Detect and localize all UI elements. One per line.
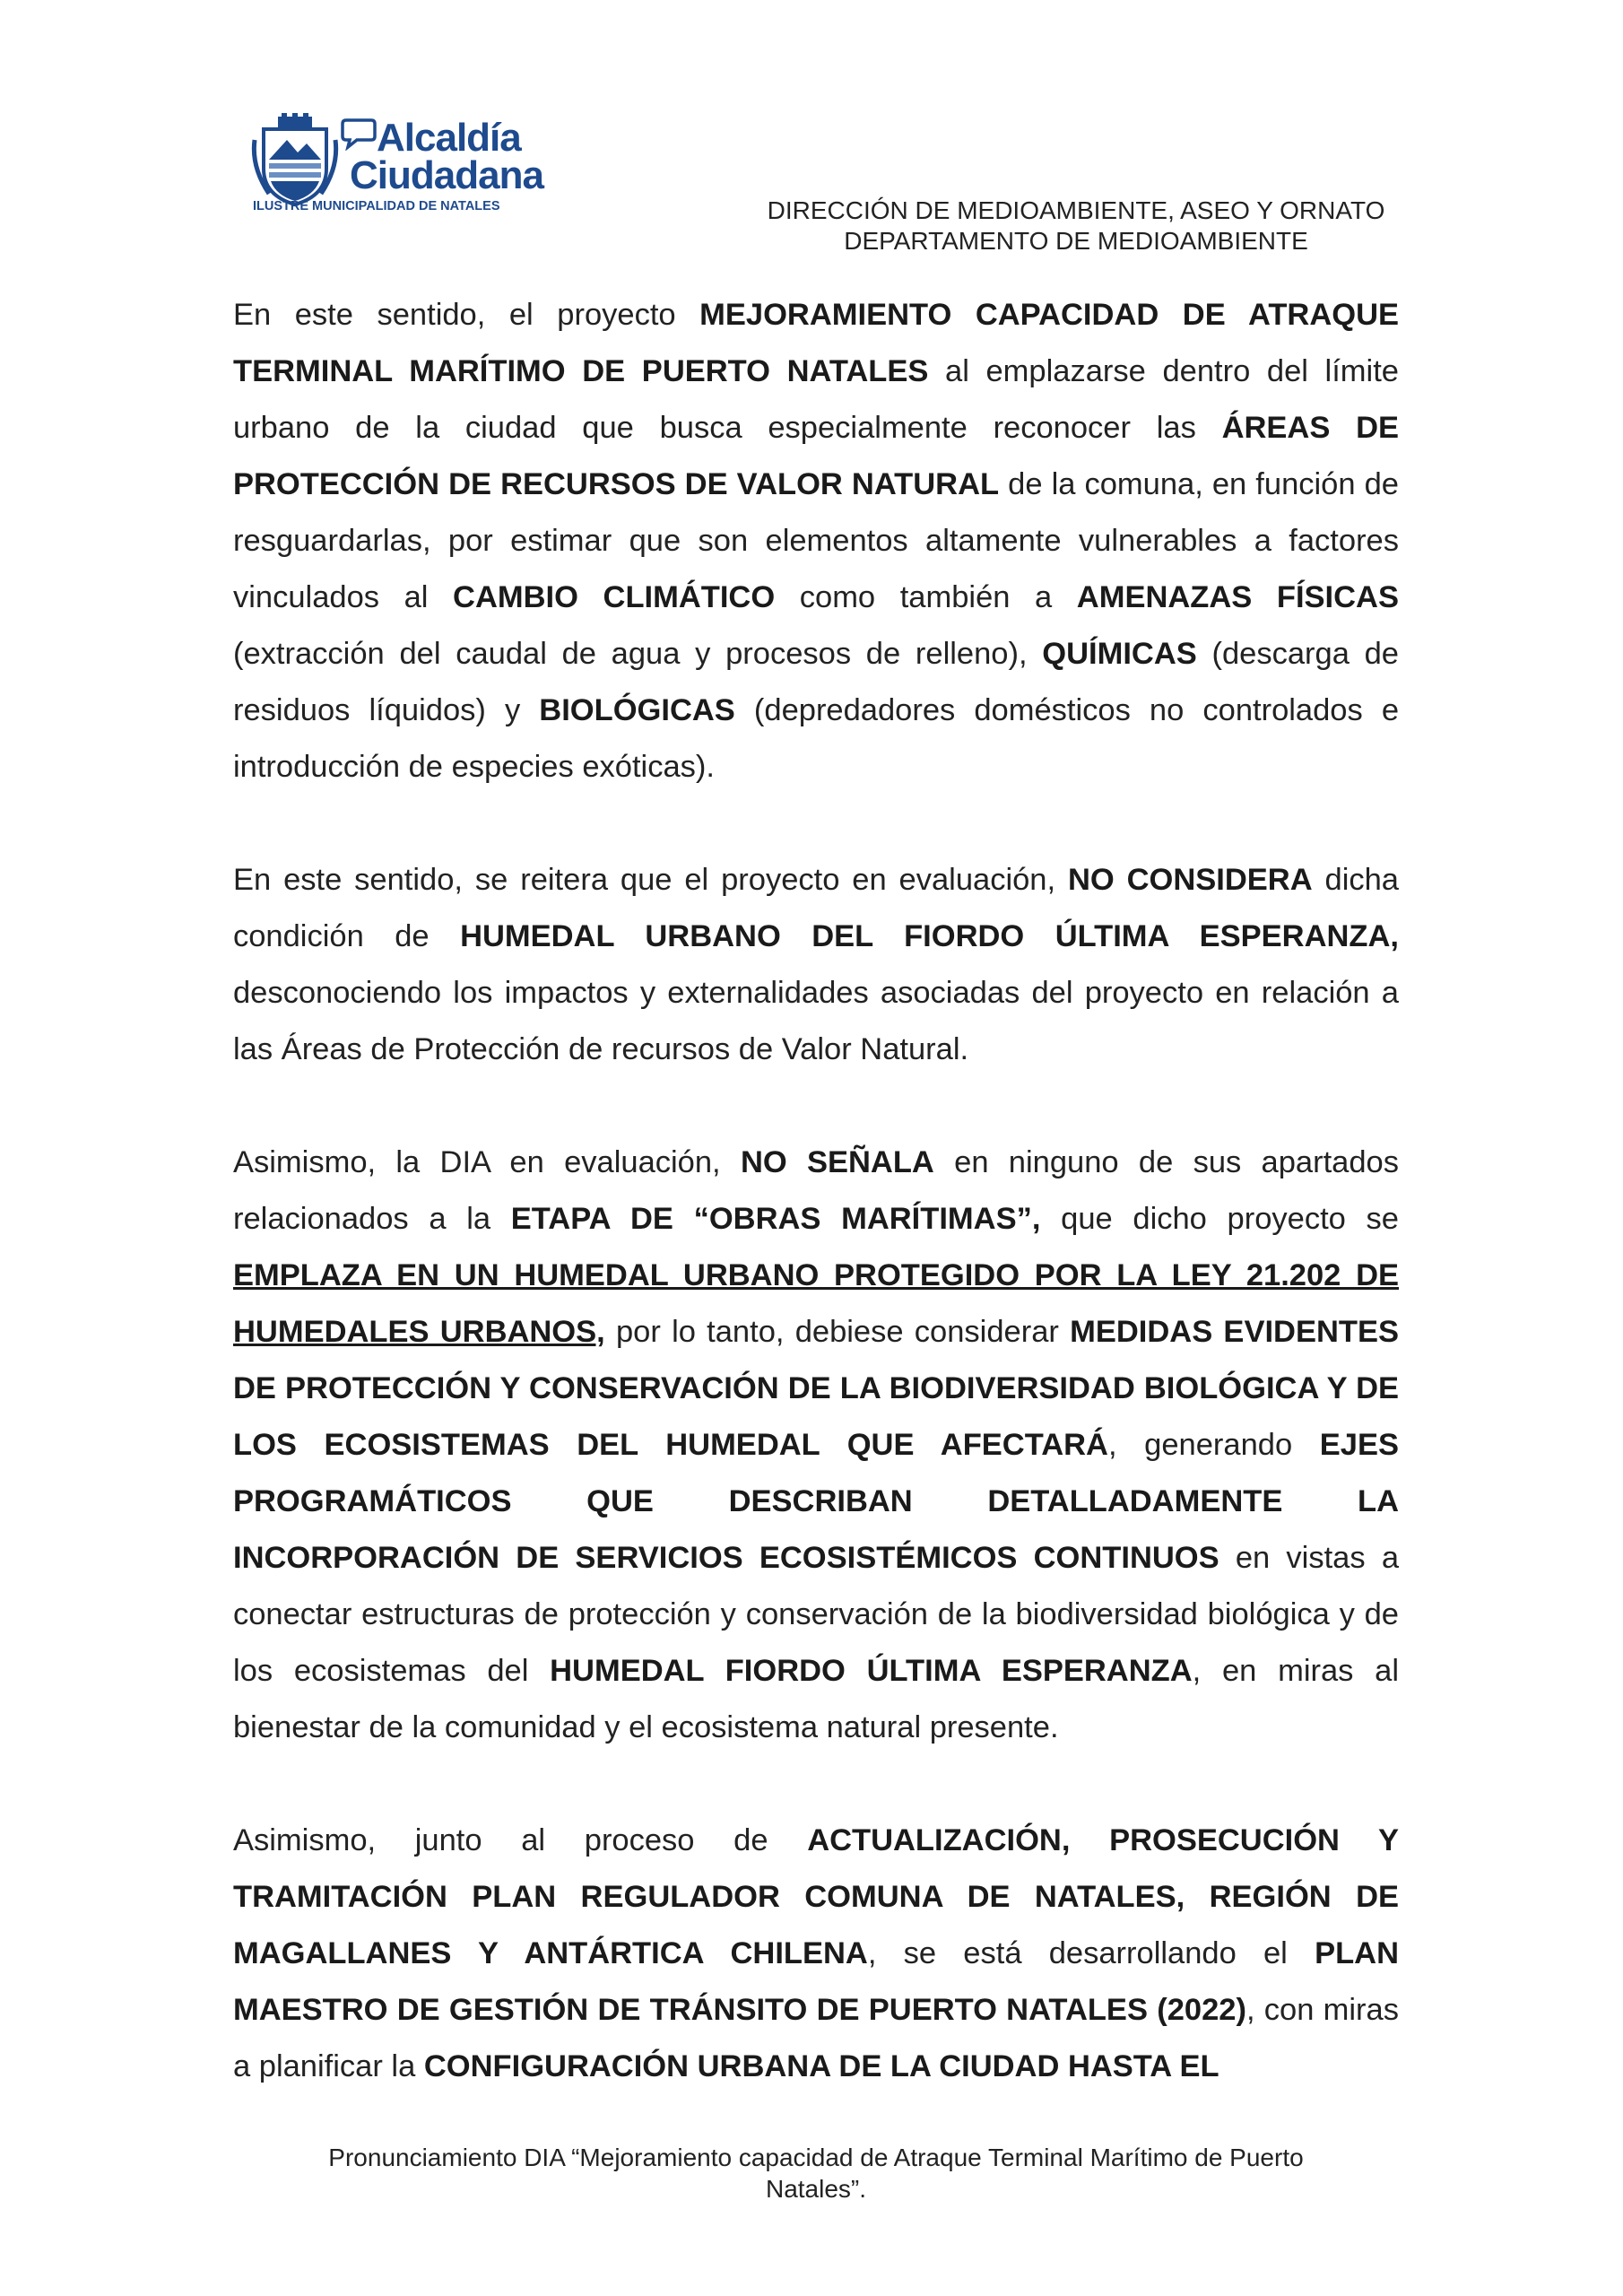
- footer-line-1: Pronunciamiento DIA “Mejoramiento capacidad de Atraque Terminal Marítimo de Puerto: [328, 2144, 1304, 2171]
- text: en vistas a conectar estructuras de protección y conservación de la biodiversidad biológica y de los ecosistemas del: [233, 1541, 1400, 1688]
- text: , con miras a planificar la: [233, 1993, 1399, 2083]
- page-header: [628, 196, 1524, 257]
- text: como también a: [775, 580, 1077, 614]
- bold-text: BIOLÓGICAS: [539, 693, 735, 727]
- text: En este sentido, el proyecto: [233, 298, 700, 332]
- logo-line-1: Alcaldía: [377, 116, 521, 160]
- paragraph-4: [233, 1813, 1399, 2095]
- text: al emplazarse dentro del límite urbano de la ciudad que busca especialmente reconocer las: [233, 354, 1399, 445]
- underlined-bold-text: EMPLAZA EN UN HUMEDAL URBANO PROTEGIDO POR LA LEY 21.202 DE HUMEDALES URBANOS,: [233, 1258, 1399, 1349]
- text: Asimismo, junto al proceso de: [233, 1823, 808, 1857]
- text: , se está desarrollando el: [867, 1936, 1315, 1970]
- bold-text: HUMEDAL URBANO DEL FIORDO ÚLTIMA ESPERANZA,: [460, 919, 1399, 953]
- document-body: [233, 287, 1399, 2152]
- text: Asimismo, la DIA en evaluación,: [233, 1145, 741, 1179]
- bold-text: QUÍMICAS: [1042, 637, 1197, 671]
- text: (descarga de residuos líquidos) y: [233, 637, 1399, 727]
- municipality-logo: [251, 106, 543, 213]
- bold-text: MEDIDAS EVIDENTES DE PROTECCIÓN Y CONSERVACIÓN DE LA BIODIVERSIDAD BIOLÓGICA Y DE LOS ECOSISTEMAS DEL HUMEDAL QUE AFECTARÁ: [233, 1315, 1399, 1462]
- header-line-1: DIRECCIÓN DE MEDIOAMBIENTE, ASEO Y ORNATO: [767, 196, 1385, 224]
- text: , en miras al bienestar de la comunidad y el ecosistema natural presente.: [233, 1654, 1400, 1744]
- text: En este sentido, se reitera que el proyecto en evaluación,: [233, 863, 1068, 897]
- text: en ninguno de sus apartados relacionados a la: [233, 1145, 1399, 1236]
- text: (depredadores domésticos no controlados e introducción de especies exóticas).: [233, 693, 1400, 784]
- bold-text: ETAPA DE “OBRAS MARÍTIMAS”,: [510, 1202, 1041, 1236]
- bold-text: CAMBIO CLIMÁTICO: [453, 580, 776, 614]
- bold-text: NO CONSIDERA: [1067, 863, 1313, 897]
- bold-text: ÁREAS DE PROTECCIÓN DE RECURSOS DE VALOR NATURAL: [233, 411, 1400, 501]
- bold-text: NO SEÑALA: [740, 1145, 934, 1179]
- speech-bubble-icon: [341, 115, 377, 151]
- bold-text: MEJORAMIENTO CAPACIDAD DE ATRAQUE TERMINAL MARÍTIMO DE PUERTO NATALES: [233, 298, 1400, 388]
- paragraph-1: [233, 287, 1399, 796]
- municipal-crest-icon: [251, 113, 339, 206]
- bold-text: CONFIGURACIÓN URBANA DE LA CIUDAD HASTA EL: [423, 2049, 1219, 2083]
- logo-line-2: Ciudadana: [350, 153, 543, 197]
- text: por lo tanto, debiese considerar: [604, 1315, 1071, 1349]
- text: que dicho proyecto se: [1040, 1202, 1399, 1236]
- text: de la comuna, en función de resguardarlas, por estimar que son elementos altamente vulnerables a factores vinculados al: [233, 467, 1399, 614]
- header-line-2: DEPARTAMENTO DE MEDIOAMBIENTE: [844, 227, 1308, 255]
- text: , generando: [1107, 1428, 1320, 1462]
- text: dicha condición de: [233, 863, 1399, 953]
- paragraph-2: [233, 852, 1399, 1078]
- text: (extracción del caudal de agua y procesos de relleno),: [233, 637, 1043, 671]
- text: desconociendo los impactos y externalidades asociadas del proyecto en relación a las Áreas de Protección de recursos de Valor Natural.: [233, 976, 1399, 1066]
- page-footer: [233, 2142, 1399, 2205]
- bold-text: ACTUALIZACIÓN, PROSECUCIÓN Y TRAMITACIÓN PLAN REGULADOR COMUNA DE NATALES, REGIÓN DE MAGALLANES Y ANTÁRTICA CHILENA: [233, 1823, 1400, 1970]
- bold-text: AMENAZAS FÍSICAS: [1076, 580, 1399, 614]
- logo-subtitle: ILUSTRE MUNICIPALIDAD DE NATALES: [253, 199, 500, 213]
- bold-text: HUMEDAL FIORDO ÚLTIMA ESPERANZA: [550, 1654, 1193, 1688]
- paragraph-3: [233, 1135, 1399, 1756]
- footer-line-2: Natales”.: [765, 2175, 867, 2203]
- bold-text: EJES PROGRAMÁTICOS QUE DESCRIBAN DETALLADAMENTE LA INCORPORACIÓN DE SERVICIOS ECOSISTÉMICOS CONTINUOS: [233, 1428, 1399, 1575]
- bold-text: PLAN MAESTRO DE GESTIÓN DE TRÁNSITO DE PUERTO NATALES (2022): [233, 1936, 1399, 2027]
